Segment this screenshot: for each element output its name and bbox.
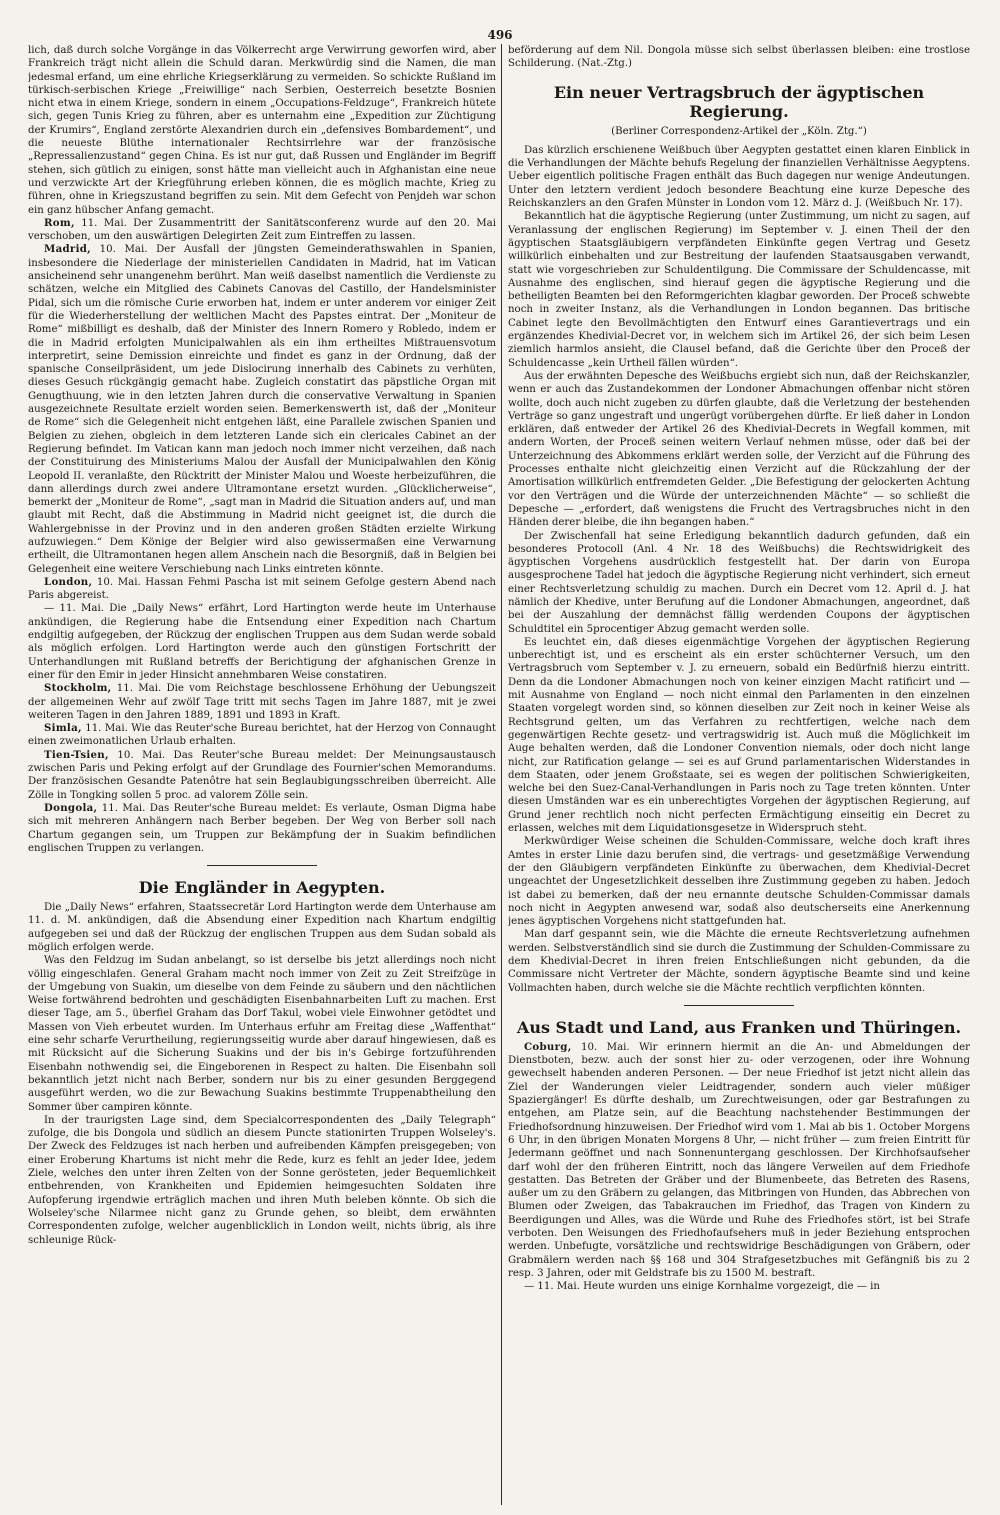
article-continuation-right: beförderung auf dem Nil. Dongola müsse sich selbst überlassen bleiben: eine trostlose Schilderung. (Nat.-Ztg.) xyxy=(508,45,970,70)
heading-vertragsbruch: Ein neuer Vertragsbruch der ägyptischen Regierung. xyxy=(553,82,925,121)
vertrag-paragraph-4: Der Zwischenfall hat seine Erledigung bekanntlich dadurch gefunden, daß ein besonderes Protocoll (Anl. 4 Nr. 18 des Weißbuchs) die Rechtswidrigkeit des ägyptischen Vorgehens ausdrücklich festgestellt hat. Der darin von Europa ausgesprochene Tadel hat jedoch die ägyptische Regierung nicht verhindert, sich erneut einer Rechtsverletzung schuldig zu machen. Durch ein Decret vom 12. April d. J. hat nämlich der Khedive, unter Berufung auf die Londoner Abmachungen, angeordnet, daß bei der Auszahlung der demnächst fällig werdenden Coupons der ägyptischen Schuldtitel ein 5procentiger Abzug gemacht werden solle. xyxy=(508,530,970,635)
section-divider xyxy=(207,865,317,866)
dateline-dongola: Dongola, xyxy=(44,801,98,814)
news-item-london-2: — 11. Mai. Die „Daily News“ erfährt, Lord Hartington werde heute im Unterhause ankündigen, die Regierung habe die Entsendung einer Expedition nach Chartum endgiltig aufgegeben, der Rückzug der englischen Truppen aus dem Sudan werde sobald als möglich erfolgen. Lord Hartington werde auch den günstigen Fortschritt der Unterhandlungen mit Rußland betreffs der Berichtigung der afghanischen Grenze in einer für den Emir in jeder Hinsicht annehmbaren Weise constatiren. xyxy=(28,603,496,681)
vertrag-paragraph-3: Aus der erwähnten Depesche des Weißbuchs ergiebt sich nun, daß der Reichskanzler, wenn er auch das Zustandekommen der Londoner Abmachungen offenbar nicht stören wollte, doch auch nicht zugeben zu dürfen glaubte, daß die Verletzung der bestehenden Verträge so ganz ungestraft und ungerügt vorübergehen dürfte. Er ließ daher in London erklären, daß entweder der Artikel 26 des Khedivial-Decrets in Wegfall kommen, mit andern Worten, der Proceß seinen weitern Verlauf nehmen müsse, oder daß bei der Unterzeichnung des Abkommens erklärt werden solle, der Verzicht auf die Führung des Processes enthalte nicht gleichzeitig einen Verzicht auf die Rückzahlung der der Amortisation willkürlich entfremdeten Gelder. „Die Befestigung der gelockerten Achtung vor den Verträgen und die Würde der unterzeichnenden Mächte“ — so schließt die Depesche — „erfordert, daß wenigstens die Frucht des Vertragsbruches nicht in den Händen derer bleibe, die ihn begangen haben.“ xyxy=(508,370,970,529)
heading-egypt: Die Engländer in Aegypten. xyxy=(138,878,386,898)
news-text-simla: 11. Mai. Wie das Reuter'sche Bureau berichtet, hat der Herzog von Connaught einen zweimonatlichen Urlaub erhalten. xyxy=(28,723,496,748)
news-text-dongola: 11. Mai. Das Reuter'sche Bureau meldet: Es verlaute, Osman Digma habe sich mit mehreren Anhängern nach Berber begeben. Der Weg von Berber soll nach Chartum gegangen sein, um Truppen zur Bekämpfung der in Suakim befindlichen englischen Truppen zu verlangen. xyxy=(28,802,496,854)
dateline-madrid: Madrid, xyxy=(44,243,92,256)
article-continuation: lich, daß durch solche Vorgänge in das Völkerrecht arge Verwirrung geworfen wird, aber Frankreich trägt nicht allein die Schuld daran. Merkwürdig sind die Namen, die man jedesmal erfand, um eine ehrliche Kriegserklärung zu vermeiden. So schickte Rußland im türkisch-serbischen Kriege „Freiwillige“ nach Serbien, Oesterreich besetzte Bosnien nicht etwa in einem Kriege, sondern in einem „Occupations-Feldzuge“, Frankreich hütete sich, gegen Tunis Krieg zu führen, aber es unternahm eine „Expedition zur Züchtigung der Krumirs“, England zerstörte Alexandrien durch ein „defensives Bombardement“, und die neueste Blüthe internationaler Rechtsirrlehre war der französische „Repressalienzustand“ gegen China. Es ist nur gut, daß Russen und Engländer im Begriff stehen, sich gütlich zu einigen, sonst hätte man vielleicht auch in Afghanistan eine neue und verzwickte Art der Kriegführung erleben können, die es möglich machte, Krieg zu führen, ohne in Kriegszustand begriffen zu sein. Mit dem Gefecht von Penjdeh war schon ein ganz hübscher Anfang gemacht. xyxy=(28,45,496,216)
news-item-rom xyxy=(28,217,496,244)
news-text-tientsin: 10. Mai. Das Reuter'sche Bureau meldet: Der Meinungsaustausch zwischen Paris und Peking erfolgt auf der Grundlage des Fournier'schen Memorandums. Der französischen Gesandte Patenôtre hat sein Beglaubigungsschreiben überreicht. Alle Zölle in Tongking sollen 5 proc. ad valorem Zölle sein. xyxy=(28,749,496,801)
vertrag-paragraph-2: Bekanntlich hat die ägyptische Regierung (unter Zustimmung, um nicht zu sagen, auf Veranlassung der englischen Regierung) im September v. J. einen Theil der den ägyptischen Staatsgläubigern verpfändeten Einkünfte gegen Vertrag und Gesetz willkürlich einbehalten und zur Bestreitung der laufenden Staatsausgaben verwandt, statt wie vorgeschrieben zur Schuldentilgung. Die Commissare der Schuldencasse, mit Ausnahme des englischen, sind hierauf gegen die ägyptische Regierung und die betheiligten Beamten bei den Reformgerichten klagbar geworden. Der Proceß schwebte noch in zweiter Instanz, als die Verhandlungen in London begannen. Das britische Cabinet legte den Bevollmächtigten den Entwurf eines Garantievertrags und ein ergänzendes Khedivial-Decret vor, in welchem sich im Artikel 26, der sich beim Lesen ziemlich harmlos ansieht, die Clausel befand, daß die Gerichte über den Proceß der Schuldencasse „kein Urtheil fällen würden“. xyxy=(508,211,970,369)
news-text-rom: 11. Mai. Der Zusammentritt der Sanitätsconferenz wurde auf den 20. Mai verschoben, um den auswärtigen Delegirten Zeit zum Eintreffen zu lassen. xyxy=(28,217,496,243)
egypt-paragraph-1: Die „Daily News“ erfahren, Staatssecretär Lord Hartington werde dem Unterhause am 11. d. M. ankündigen, daß die Absendung einer Expedition nach Khartum endgiltig aufgegeben sei und daß der Rückzug der englischen Truppen aus dem Sudan sobald als möglich erfolgen werde. xyxy=(28,902,496,953)
vertrag-paragraph-5: Es leuchtet ein, daß dieses eigenmächtige Vorgehen der ägyptischen Regierung unberechtigt ist, und es erscheint als ein erster schüchterner Versuch, um den Vertragsbruch vom September v. J. zu erneuern, sobald ein Bedürfniß hierzu eintritt. Denn da die Londoner Abmachungen noch von keiner einzigen Macht ratificirt und — mit Ausnahme von England — noch nicht einmal den Parlamenten in den einzelnen Staaten vorgelegt worden sind, so können dieselben zur Zeit noch in keiner Weise als Rechtsgrund gelten, um das Verfahren zu rechtfertigen, welche nach dem gegenwärtigen Rechte gesetz- und vertragswidrig ist. Auch muß die Möglichkeit im Auge behalten werden, daß die Londoner Convention niemals, oder doch nicht lange nicht, zur Ratification gelange — sei es auf Grund parlamentarischen Widerstandes in dem Staaten, oder jenem Großstaate, sei es wegen der politischen Schwierigkeiten, welche bei den Suez-Canal-Verhandlungen in Paris noch zu Tage treten könnten. Unter diesen Umständen war es ein unberechtigtes Vorgehen der ägyptischen Regierung, auf Grund jener rechtlich noch nicht perfecten Ermächtigung einseitig ein Decret zu erlassen, welches mit dem Liquidationsgesetze in Widerspruch steht. xyxy=(508,636,970,835)
dateline-stockholm: Stockholm, xyxy=(44,682,112,695)
vertrag-paragraph-1: Das kürzlich erschienene Weißbuch über Aegypten gestattet einen klaren Einblick in die Verhandlungen der Mächte behufs Regelung der finanziellen Verhältnisse Aegyptens. Ueber eigentlich politische Fragen enthält das Buch dagegen nur wenige Andeutungen. Unter den letztern verdient jedoch besondere Beachtung eine kurze Depesche des Reichskanzlers an den Grafen Münster in London vom 12. März d. J. (Weißbuch Nr. 17). xyxy=(508,144,970,210)
dateline-simla: Simla, xyxy=(44,722,82,735)
dateline-coburg: Coburg, xyxy=(524,1040,572,1053)
news-text-stockholm: 11. Mai. Die vom Reichstage beschlossene Erhöhung der Uebungszeit der allgemeinen Wehr auf zwölf Tage tritt mit sechs Tagen im Jahre 1887, mit je zwei weiteren Tagen in den Jahren 1889, 1891 und 1893 in Kraft. xyxy=(28,683,496,721)
column-rule xyxy=(501,44,502,1505)
news-item-stockholm xyxy=(28,682,496,722)
news-item-tientsin xyxy=(28,749,496,802)
vertrag-paragraph-6: Merkwürdiger Weise scheinen die Schulden-Commissare, welche doch kraft ihres Amtes in erster Linie dazu berufen sind, die vertrags- und gesetzmäßige Verwendung der den Gläubigern verpfändeten Einkünfte zu überwachen, dem Khedivial-Decret ungeachtet der Ungesetzlichkeit desselben ihre Zustimmung gegeben zu haben. Jedoch ist dabei zu bemerken, daß der neu ernannte deutsche Schulden-Commissar damals noch nicht in Aegypten anwesend war, sodaß also deutscherseits eine Anerkennung jenes ägyptischen Vorgehens nicht stattgefunden hat. xyxy=(508,836,970,928)
news-item-dongola xyxy=(28,802,496,855)
heading-regional: Aus Stadt und Land, aus Franken und Thüringen. xyxy=(516,1017,962,1037)
right-column xyxy=(508,44,970,1507)
section-divider-right xyxy=(684,1005,794,1006)
vertrag-paragraph-7: Man darf gespannt sein, wie die Mächte die erneute Rechtsverletzung aufnehmen werden. Selbstverständlich sind sie durch die Zustimmung der Schulden-Commissare zu dem Khedivial-Decret in ihren freien Entschließungen nicht gebunden, da die Commissare nicht Vertreter der Mächte, sondern ägyptische Beamte sind und keine Vollmachten haben, durch welche sie die Mächte rechtlich verpflichten könnten. xyxy=(508,929,970,994)
news-text-london: 10. Mai. Hassan Fehmi Pascha ist mit seinem Gefolge gestern Abend nach Paris abgereist. xyxy=(28,576,496,602)
egypt-paragraph-2: Was den Feldzug im Sudan anbelangt, so ist derselbe bis jetzt allerdings noch nicht völlig eingeschlafen. General Graham macht noch immer von Zeit zu Zeit Streifzüge in der Umgebung von Suakin, um dieselbe von dem Feinde zu säubern und den nächtlichen Weise fortwährend bedrohten und geschädigten Eisenbahnarbeiten Luft zu machen. Erst dieser Tage, am 5., überfiel Graham das Dorf Takul, wobei viele Einwohner getödtet und Massen von Vieh erbeutet wurden. Im Unterhaus erfuhr am Freitag diese „Waffenthat“ eine sehr scharfe Verurtheilung, regierungsseitig wurde aber darauf hingewiesen, daß es mit Rücksicht auf die Sicherung Suakins und der bis in's Gebirge fortzuführenden Eisenbahn nothwendig sei, die Eingeborenen in Respect zu halten. Die Eisenbahn soll bekanntlich jetzt nicht nach Berber, sondern nur bis zu einer gesunden Berggegend ausgeführt werden, wo die zur Bewachung Suakins bestimmte Truppenabtheilung den Sommer über campiren könnte. xyxy=(28,955,496,1113)
news-text-coburg: 10. Mai. Wir erinnern hiermit an die An- und Abmeldungen der Dienstboten, bezw. auch der sonst hier zu- oder verzogenen, oder ihre Wohnung gewechselt habenden anderen Personen. — Der neue Friedhof ist jetzt nicht allein das Ziel der Wanderungen vieler Leidtragender, sondern auch vieler müßiger Spaziergänger! Es dürfte deshalb, um Zurechtweisungen, oder gar Bestrafungen zu entgehen, am Platze sein, auf die Beachtung nachstehender Bestimmungen der Friedhofsordnung hinzuweisen. Der Friedhof wird vom 1. Mai ab bis 1. October Morgens 6 Uhr, in den übrigen Monaten Morgens 8 Uhr, — nicht früher — zum freien Eintritt für Jedermann geöffnet und nach Sonnenuntergang geschlossen. Der Kirchhofsaufseher darf wohl der den früheren Eintritt, noch das längere Verweilen auf dem Friedhofe gestatten. Das Betreten der Gräber und der Blumenbeete, das Betreten des Rasens, außer um zu den Gräbern zu gelangen, das Mitbringen von Hunden, das Abbrechen von Blumen oder Zweigen, das Tabakrauchen im Friedhof, das Tragen von Kindern zu Beerdigungen und Alles, was die Würde und Ruhe des Friedhofes stört, ist bei Strafe verboten. Den Weisungen des Friedhofaufsehers muß in jeder Beziehung entsprochen werden. Unbefugte, vorsätzliche und rechtswidrige Beschädigungen von Gräbern, oder Grabmälern werden nach §§ 168 und 304 Strafgesetzbuches mit Gefängniß bis zu 2 resp. 3 Jahren, oder mit Geldstrafe bis zu 1500 M. bestraft. xyxy=(508,1041,970,1279)
news-item-madrid xyxy=(28,243,496,575)
dateline-rom: Rom, xyxy=(44,216,75,229)
news-item-simla xyxy=(28,722,496,749)
left-column xyxy=(28,44,496,1507)
page-number: 496 xyxy=(487,28,513,42)
news-item-london xyxy=(28,576,496,603)
news-text-madrid: 10. Mai. Der Ausfall der jüngsten Gemeinderathswahlen in Spanien, insbesondere die Niederlage der ministeriellen Candidaten in Madrid, hat im Vatican ansicheinend sehr unangenehm berührt. Man weiß daselbst namentlich die Verdienste zu schätzen, welche ein Mitglied des Cabinets Canovas del Castillo, der Handelsminister Pidal, sich um die römische Curie erworben hat, indem er unter anderem vor einiger Zeit für die Wiederherstellung der weltlichen Macht des Papstes eintrat. Der „Moniteur de Rome“ mißbilligt es deshalb, daß der Minister des Innern Romero y Robledo, indem er die in Madrid erfolgten Municipalwahlen als ein ihm ertheiltes Mißtrauensvotum interpretirt, seine Demission einreichte und findet es ganz in der Ordnung, daß der spanische Conseilpräsident, um jede Dislocirung innerhalb des Cabinets zu verhüten, dieses Gesuch rückgängig gemacht habe. Zugleich constatirt das päpstliche Organ mit Genugthuung, wie in den letzten Jahren durch die conservative Verwaltung in Spanien ausgezeichnete Resultate erzielt worden seien. Bemerkenswerth ist, daß der „Moniteur de Rome“ sich die Gelegenheit nicht entgehen läßt, eine Parallele zwischen Spanien und Belgien zu ziehen, obgleich in dem letzteren Lande sich ein clericales Cabinet an der Regierung befindet. Im Vatican kann man jedoch noch immer nicht verzeihen, daß nach der Constituirung des Ministeriums Malou der Ausfall der Municipalwahlen den König Leopold II. veranlaßte, den Rücktritt der Minister Malou und Woeste herbeizuführen, die dann allerdings durch zwei andere Ultramontane ersetzt wurden. „Glücklicherweise“, bemerkt der „Moniteur de Rome“, „sagt man in Madrid die Situation anders auf, und man glaubt mit Recht, daß die Abstimmung in Madrid nicht geeignet ist, die durch die Wahlergebnisse in der Provinz und in den anderen großen Städten erzielte Wirkung aufzuwiegen.“ Dem Könige der Belgier wird also gewissermaßen eine Verwarnung ertheilt, die Ultramontanen hegen allem Anschein nach die Besorgniß, daß in Belgien bei Gelegenheit eine weitere Verschiebung nach Links eintreten könnte. xyxy=(28,244,496,575)
dateline-london: London, xyxy=(44,575,93,588)
heading-source: (Berliner Correspondenz-Artikel der „Köln. Ztg.“) xyxy=(611,125,867,137)
egypt-paragraph-3: In der traurigsten Lage sind, dem Specialcorrespondenten des „Daily Telegraph“ zufolge, die bis Dongola und südlich an diesem Puncte stationirten Truppen Wolseley's. Der Zweck des Feldzuges ist nach herben und aufreibenden Kämpfen preisgegeben; von einer Eroberung Khartums ist nicht mehr die Rede, kurz es fehlt an jeder Idee, jedem Ziele, welches den unter ihren Zelten von der Sonne gerösteten, jeder Bequemlichkeit entbehrenden, von Krankheiten und Epidemien heimgesuchten Soldaten ihre Aufopferung irgendwie erträglich machen und ihren Muth beleben könnte. Ob sich die Wolseley'sche Nilarmee nicht ganz zu Grunde gehen, so bleibt, dem erwähnten Correspondenten zufolge, welcher augenblicklich in London weilt, nichts übrig, als ihre schleunige Rück- xyxy=(28,1114,496,1246)
dateline-tientsin: Tien-Tsien, xyxy=(44,748,109,761)
news-item-coburg-2: — 11. Mai. Heute wurden uns einige Kornhalme vorgezeigt, die — in xyxy=(524,1281,880,1293)
news-item-coburg xyxy=(508,1041,970,1280)
